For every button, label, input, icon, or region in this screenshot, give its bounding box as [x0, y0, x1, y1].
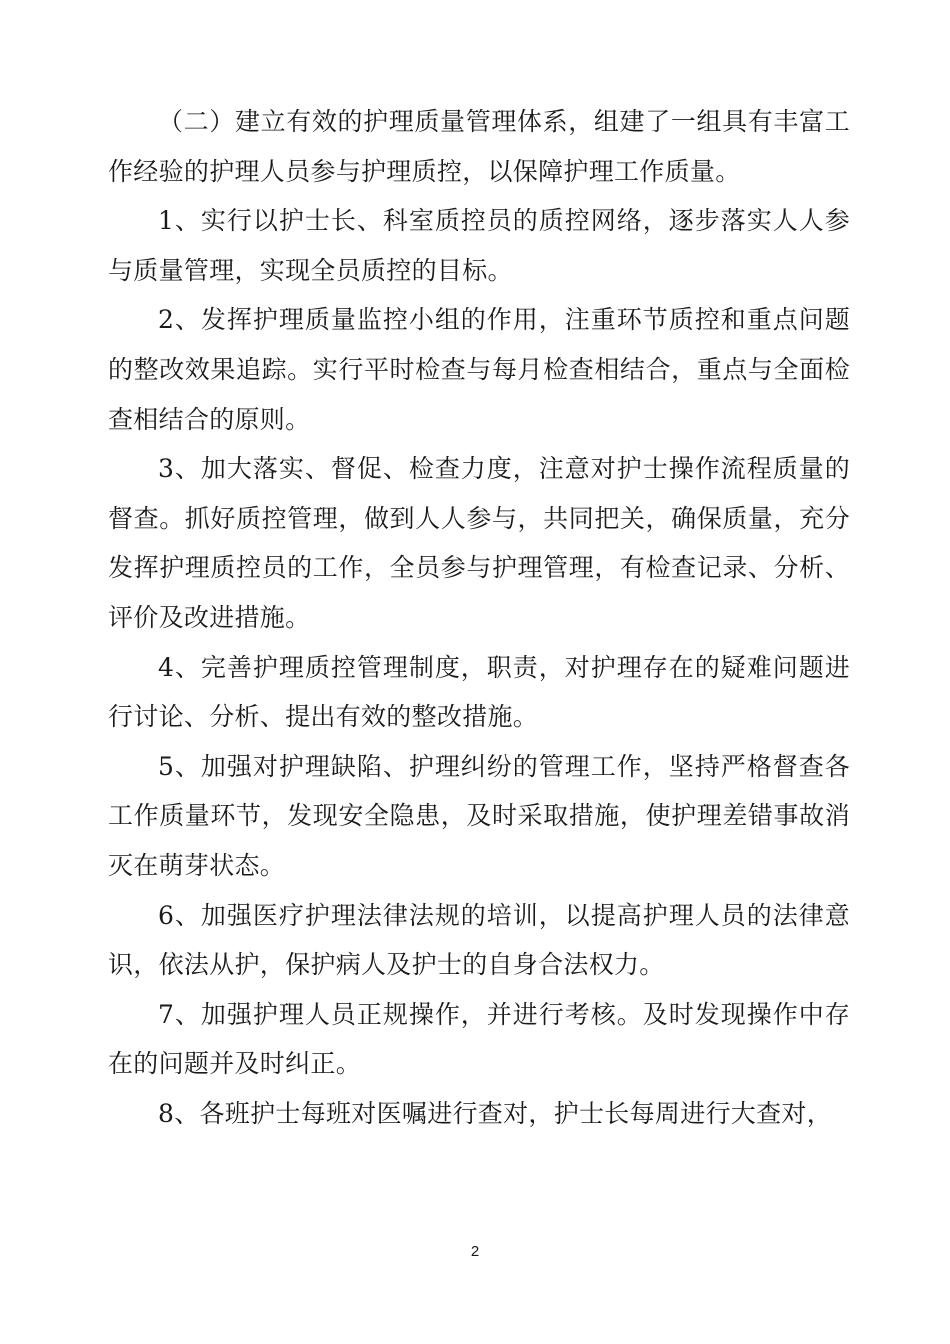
paragraph-intro: （二）建立有效的护理质量管理体系，组建了一组具有丰富工作经验的护理人员参与护理质控，以保障护理工作质量。: [108, 107, 850, 186]
paragraph-item-1: 1、实行以护士长、科室质控员的质控网络，逐步落实人人参与质量管理，实现全员质控的目标。: [108, 206, 850, 285]
paragraph-item-7: 7、加强护理人员正规操作，并进行考核。及时发现操作中存在的问题并及时纠正。: [108, 999, 850, 1079]
page-number: 2: [470, 1243, 480, 1260]
paragraph-item-6: 6、加强医疗护理法律法规的培训，以提高护理人员的法律意识，依法从护，保护病人及护士的自身合法权力。: [108, 900, 850, 980]
paragraph-item-8: 8、各班护士每班对医嘱进行查对，护士长每周进行大查对，: [158, 1098, 833, 1128]
paragraph-item-2: 2、发挥护理质量监控小组的作用，注重环节质控和重点问题的整改效果追踪。实行平时检查与每月检查相结合，重点与全面检查相结合的原则。: [108, 305, 850, 434]
paragraph-item-5: 5、加强对护理缺陷、护理纠纷的管理工作，坚持严格督查各工作质量环节，发现安全隐患，及时采取措施，使护理差错事故消灭在萌芽状态。: [108, 751, 850, 880]
document-body: [108, 97, 850, 1138]
paragraph-item-3: 3、加大落实、督促、检查力度，注意对护士操作流程质量的督查。抓好质控管理，做到人人参与，共同把关，确保质量，充分发挥护理质控员的工作，全员参与护理管理，有检查记录、分析、评价及改进措施。: [108, 454, 850, 632]
paragraph-item-4: 4、完善护理质控管理制度，职责，对护理存在的疑难问题进行讨论、分析、提出有效的整改措施。: [108, 652, 850, 732]
